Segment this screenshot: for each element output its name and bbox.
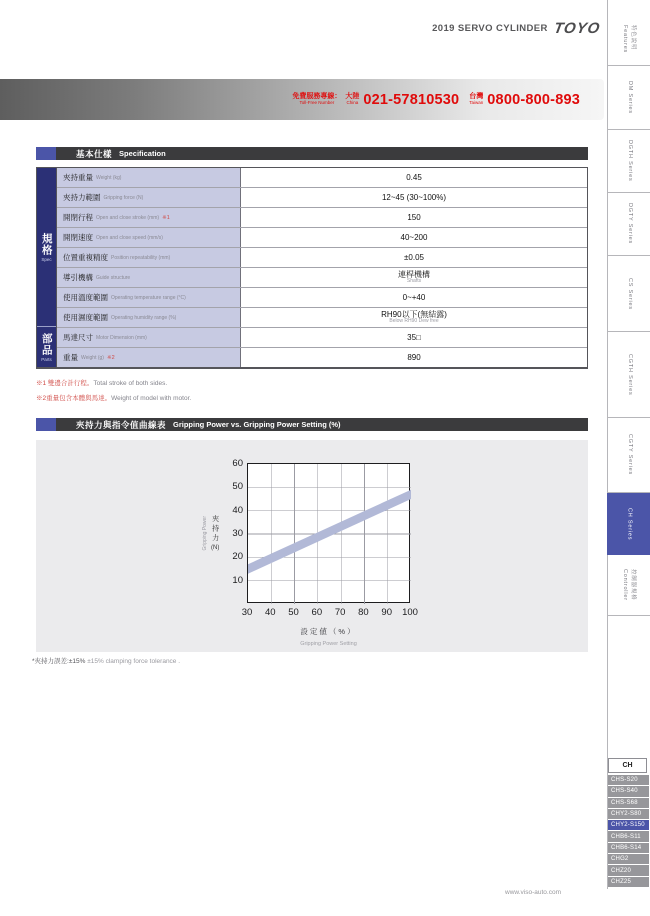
- spec-row: [57, 187, 587, 207]
- x-tick-label: 100: [402, 607, 418, 618]
- footnote-marker: ※1: [162, 214, 170, 221]
- spec-section-header: [36, 147, 588, 160]
- chart-title-en: Gripping Power vs. Gripping Power Setting (%): [173, 420, 341, 429]
- product-nav-item-chy2-s80[interactable]: CHY2-S80: [608, 809, 649, 819]
- spec-row: [57, 327, 587, 347]
- spec-table: [36, 167, 588, 369]
- footnote-2: ※2重量包含本體與馬達。Weight of model with motor.: [36, 394, 192, 402]
- region-taiwan-label: 台灣 Taiwan: [469, 93, 484, 105]
- product-nav-item-chz25[interactable]: CHZ25: [608, 877, 649, 887]
- spec-value-cell: 35□: [241, 328, 587, 347]
- sidebar-tab-dm-series[interactable]: DM Series: [608, 66, 650, 130]
- phone-number-china: 021-57810530: [363, 91, 460, 108]
- spec-label-cell: 使用溫度範圍 Operating temperature range (°C): [57, 288, 241, 307]
- toll-free-label: 免費服務專線： Toll-Free Number: [292, 93, 342, 105]
- spec-value-cell: 150: [241, 208, 587, 227]
- sidebar-tab-features[interactable]: 特色說明 Features: [608, 14, 650, 66]
- spec-value-cell: 12~45 (30~100%): [241, 188, 587, 207]
- spec-row: [57, 347, 587, 367]
- sidebar-tab-cgty-series[interactable]: CGTY Series: [608, 418, 650, 493]
- x-tick-label: 70: [334, 607, 346, 618]
- spec-value-cell: ±0.05: [241, 248, 587, 267]
- x-tick-label: 50: [288, 607, 299, 618]
- footnote-1: ※1 雙邊合計行程。Total stroke of both sides.: [36, 380, 168, 387]
- x-tick-label: 30: [241, 607, 253, 618]
- product-nav-item-chy2-s150[interactable]: CHY2-S150: [608, 820, 649, 830]
- spec-row: [57, 168, 587, 187]
- sidebar-tab-dgth-series[interactable]: DGTH Series: [608, 130, 650, 193]
- x-tick-label: 80: [358, 607, 369, 618]
- x-axis-title: 設定値（%） Gripping Power Setting: [300, 627, 357, 647]
- gripping-band-svg: [248, 464, 411, 604]
- x-tick-label: 90: [381, 607, 392, 618]
- sidebar-tab-dgty-series[interactable]: DGTY Series: [608, 193, 650, 256]
- spec-label-cell: 開閉速度 Open and close speed (mm/s): [57, 228, 241, 247]
- y-tick-label: 20: [232, 551, 243, 563]
- spec-row: [57, 227, 587, 247]
- y-axis-unit: (N): [211, 545, 220, 552]
- product-nav-list: [608, 775, 649, 888]
- toyo-logo: TOYO: [552, 20, 602, 37]
- spec-row: [57, 287, 587, 307]
- product-nav-item-chb6-s11[interactable]: CHB6-S11: [608, 831, 649, 841]
- spec-value-cell: 40~200: [241, 228, 587, 247]
- spec-title-en: Specification: [119, 149, 166, 158]
- product-nav-item-chs-s40[interactable]: CHS-S40: [608, 786, 649, 796]
- product-nav-item-chb6-s14[interactable]: CHB6-S14: [608, 843, 649, 853]
- product-nav-header: CH: [608, 758, 647, 773]
- y-tick-label: 40: [232, 504, 243, 516]
- footnote-marker: ※2: [106, 354, 115, 361]
- chart-plot: [247, 463, 410, 603]
- spec-label-cell: 馬達尺寸 Motor Dimension (mm): [57, 328, 241, 347]
- spec-label-cell: 重量 Weight (g) ※2: [57, 348, 241, 367]
- spec-table-rows: [57, 168, 587, 367]
- accent-square: [36, 147, 56, 160]
- product-nav-item-chs-s20[interactable]: CHS-S20: [608, 775, 649, 785]
- product-nav-item-chs-s68[interactable]: CHS-S68: [608, 798, 649, 808]
- product-nav-item-chz20[interactable]: CHZ20: [608, 865, 649, 875]
- chart-section-header: [36, 418, 588, 431]
- spec-label-cell: 開閉行程 Open and close stroke (mm) ※1: [57, 208, 241, 227]
- spec-value-cell: 0~+40: [241, 288, 587, 307]
- chart-panel: [36, 440, 588, 652]
- spec-value-cell: RH90以下(無結露) Below RH90 Dew free: [241, 308, 587, 327]
- region-china-label: 大陸 China: [345, 93, 360, 105]
- spec-label-cell: 夾持力範圍 Gripping force (N): [57, 188, 241, 207]
- spec-label-cell: 使用濕度範圍 Operating humidity range (%): [57, 308, 241, 327]
- spec-row: [57, 247, 587, 267]
- spec-value-cell: 0.45: [241, 168, 587, 187]
- y-axis-title-en: Gripping Power: [202, 515, 208, 551]
- chart-title-zh: 夾持力與指令值曲線表: [76, 419, 167, 430]
- spec-row: [57, 207, 587, 227]
- chart-note: *夾持力誤差:±15% ±15% clamping force tolerance .: [32, 658, 181, 665]
- footnotes: [36, 375, 191, 404]
- y-tick-label: 60: [232, 458, 243, 469]
- tolerance-band: [248, 490, 411, 574]
- phone-bar: [0, 79, 604, 120]
- spec-label-cell: 夾持重量 Weight (kg): [57, 168, 241, 187]
- brand-text: 2019 SERVO CYLINDER: [432, 23, 548, 34]
- sidebar-tab-ch-series[interactable]: CH Series: [607, 493, 650, 555]
- spec-value-cell: 890: [241, 348, 587, 367]
- group-spec: 規格 Spec: [37, 168, 56, 326]
- spec-row: [57, 267, 587, 287]
- y-tick-label: 50: [232, 481, 243, 493]
- x-tick-label: 40: [264, 607, 276, 618]
- spec-value-cell: 連桿機構 Shafts: [241, 268, 587, 287]
- y-axis-title-zh: 夾持力: [211, 514, 219, 544]
- y-tick-label: 30: [232, 528, 243, 539]
- group-parts: 部品 Parts: [37, 326, 56, 367]
- product-nav-item-chg2[interactable]: CHG2: [608, 854, 649, 864]
- spec-label-cell: 位置重複精度 Position repeatability (mm): [57, 248, 241, 267]
- phone-number-taiwan: 0800-800-893: [487, 91, 580, 108]
- accent-square: [36, 418, 56, 431]
- sidebar-tab-cs-series[interactable]: CS Series: [608, 256, 650, 332]
- spec-title-zh: 基本仕樣: [76, 148, 113, 159]
- y-axis-title: [202, 502, 219, 564]
- spec-label-cell: 導引機構 Guide structure: [57, 268, 241, 287]
- footer-url: www.viso-auto.com: [505, 889, 561, 896]
- spec-row: [57, 307, 587, 327]
- sidebar-tab-controller[interactable]: 控制器規格 Controller: [608, 555, 650, 616]
- sidebar-tab-cgth-series[interactable]: CGTH Series: [608, 332, 650, 418]
- x-tick-label: 60: [311, 607, 323, 618]
- y-tick-label: 10: [232, 574, 243, 586]
- brand-row: [432, 20, 600, 37]
- spec-table-groups: [37, 168, 57, 367]
